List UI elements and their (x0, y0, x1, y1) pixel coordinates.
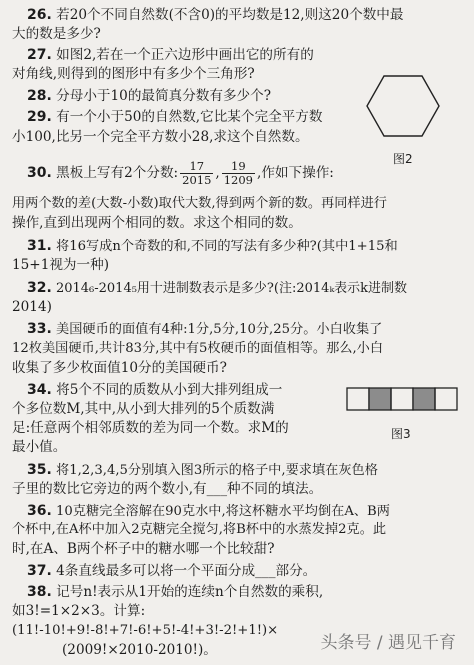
q34-line3: 足:任意两个相邻质数的差为同一个数。求M的 (12, 420, 289, 436)
q36-line1: 36. 10克糖完全溶解在90克水中,将这杯糖水平均倒在A、B两 (27, 503, 390, 519)
hexagon-figure (365, 74, 441, 138)
q26-line2: 大的数是多少? (12, 26, 101, 42)
q38-line2: 如3!=1×2×3。计算: (12, 603, 146, 619)
q29-line1: 29. 有一个小于50的自然数,它比某个完全平方数 (27, 109, 323, 125)
q27-line2: 对角线,则得到的图形中有多少个三角形? (12, 66, 255, 82)
q27-line1: 27. 如图2,若在一个正六边形中画出它的所有的 (27, 47, 314, 63)
figure2-caption: 图2 (393, 152, 413, 166)
q36-line2: 个杯中,在A杯中加入2克糖完全搅匀,将B杯中的水蒸发掉2克。此 (12, 522, 387, 537)
q29-line2: 小100,比另一个完全平方数小28,求这个自然数。 (12, 129, 309, 145)
q31-line1: 31. 将16写成n个奇数的和,不同的写法有多少种?(其中1+15和 (27, 238, 398, 254)
q38-expression-line2: (2009!×2010-2010!)。 (62, 642, 217, 658)
q38-line1: 38. 记号n!表示从1开始的连续n个自然数的乘积, (27, 584, 324, 600)
q30-line2: 用两个数的差(大数-小数)取代大数,得到两个新的数。再同样进行 (12, 196, 387, 211)
q38-expression-line1: (11!-10!+9!-8!+7!-6!+5!-4!+3!-2!+1!)× (12, 623, 279, 638)
q35-line2: 子里的数比它旁边的两个数小,有___种不同的填法。 (12, 481, 323, 497)
q33-line3: 收集了多少枚面值10分的美国硬币? (12, 360, 227, 376)
q34-line1: 34. 将5个不同的质数从小到大排列组成一 (27, 382, 283, 398)
fraction-19-1209: $\frac{19}{1209}$ (223, 159, 254, 187)
q35-line1: 35. 将1,2,3,4,5分别填入图3所示的格子中,要求填在灰色格 (27, 462, 378, 478)
q36-line3: 时,在A、B两个杯子中的糖水哪一个比较甜? (12, 541, 275, 557)
q30-line1: 30. 黑板上写有2个分数: $\frac{17}{2015}$ , $\frac{19}{1209}$ ,作如下操作: (27, 159, 334, 187)
figure3-caption: 图3 (391, 427, 411, 441)
fraction-17-2015: $\frac{17}{2015}$ (182, 159, 212, 187)
q30-line3: 操作,直到出现两个相同的数。求这个相同的数。 (12, 215, 302, 231)
q26-line1: 26. 若20个不同自然数(不含0)的平均数是12,则这20个数中最 (27, 7, 404, 23)
q33-line1: 33. 美国硬币的面值有4种:1分,5分,10分,25分。小白收集了 (27, 321, 383, 337)
watermark: 头条号 / 遇见千育 (320, 633, 456, 653)
grid-figure (346, 387, 458, 411)
q34-line2: 个多位数M,其中,从小到大排列的5个质数满 (12, 401, 275, 417)
q32-line1: 32. 2014₆-2014₅用十进制数表示是多少?(注:2014ₖ表示k进制数 (27, 280, 408, 296)
q32-line2: 2014) (12, 299, 52, 315)
q31-line2: 15+1视为一种) (12, 257, 110, 273)
q34-line4: 最小值。 (12, 439, 67, 455)
q33-line2: 12枚美国硬币,共计83分,其中有5枚硬币的面值相等。那么,小白 (12, 341, 384, 356)
q37-line: 37. 4条直线最多可以将一个平面分成___部分。 (27, 563, 317, 579)
q28-line: 28. 分母小于10的最简真分数有多少个? (27, 88, 272, 104)
